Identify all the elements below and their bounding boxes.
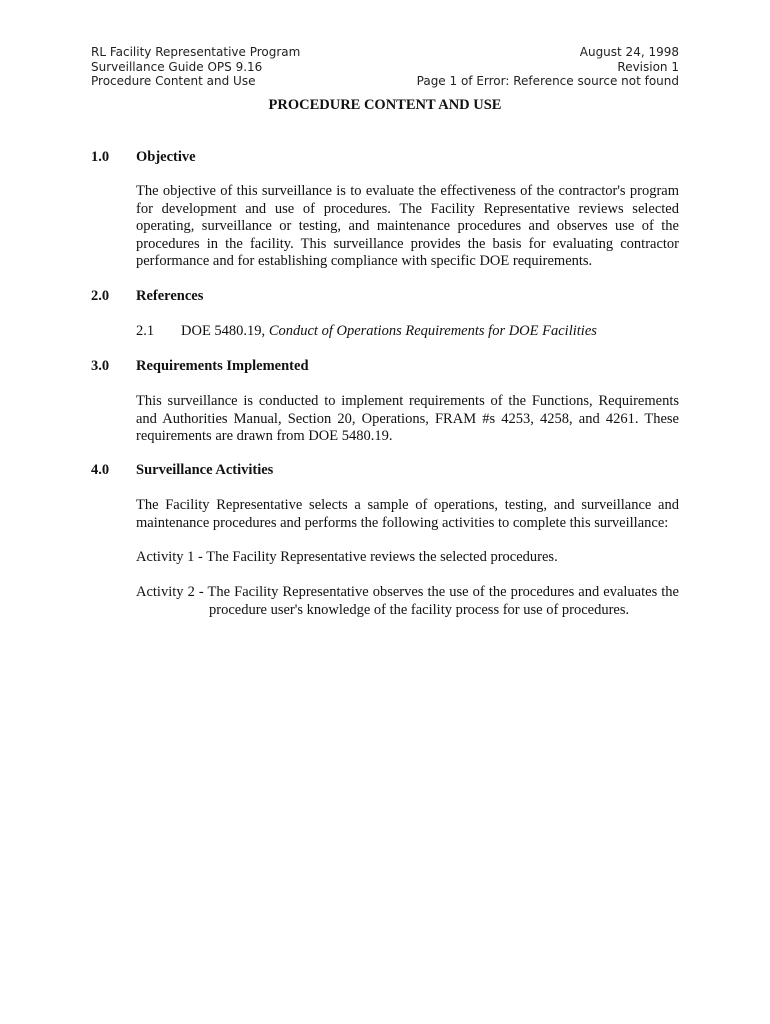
activity-2 [136,584,679,619]
section-number-1: 1.0 [91,149,110,165]
header-revision: Revision 1 [617,59,679,74]
header-subject: Procedure Content and Use [91,74,256,88]
header-guide: Surveillance Guide OPS 9.16 [91,59,263,74]
header-date: August 24, 1998 [579,45,679,59]
header-page-number: Page 1 of Error: Reference source not found [416,74,679,88]
section-heading-activities: Surveillance Activities [136,462,274,478]
section-number-2: 2.0 [91,288,110,304]
section-number-3: 3.0 [91,358,110,374]
section-heading-references: References [136,288,204,304]
document-title: PROCEDURE CONTENT AND USE [268,97,502,113]
reference-entry [181,323,597,341]
header-row-3 [91,74,679,89]
objective-paragraph: The objective of this surveillance is to evaluate the effectiveness of the contractor's program for development and use of procedures. The Facility Representative reviews selected operating, surveillance or testing, and maintenance procedures and observes use of the procedures in the facility. This surveillance provides the basis for evaluating contractor performance and for establishing compliance with specific DOE requirements. [136,183,679,269]
activity-2-line-1: Activity 2 - The Facility Representative observes the use of the procedures and evaluates the [136,584,679,600]
section-heading-requirements: Requirements Implemented [136,358,309,374]
activity-1: Activity 1 - The Facility Representative reviews the selected procedures. [136,549,558,565]
page-header [91,45,679,89]
reference-document-id: DOE 5480.19, [181,323,269,339]
reference-number: 2.1 [136,323,155,339]
activities-paragraph: The Facility Representative selects a sample of operations, testing, and surveillance and maintenance procedures and performs the following activities to complete this surveillance: [136,497,679,531]
section-number-4: 4.0 [91,462,110,478]
reference-document-title: Conduct of Operations Requirements for DOE Facilities [268,323,597,339]
section-heading-objective: Objective [136,149,196,165]
header-row-2 [91,60,679,75]
header-program: RL Facility Representative Program [91,45,301,59]
header-row-1 [91,45,679,60]
activity-2-line-2: procedure user's knowledge of the facility process for use of procedures. [209,601,630,618]
requirements-paragraph: This surveillance is conducted to implement requirements of the Functions, Requirements and Authorities Manual, Section 20, Operations, FRAM #s 4253, 4258, and 4261. These requirements are drawn from DOE 5480.19. [136,393,679,444]
